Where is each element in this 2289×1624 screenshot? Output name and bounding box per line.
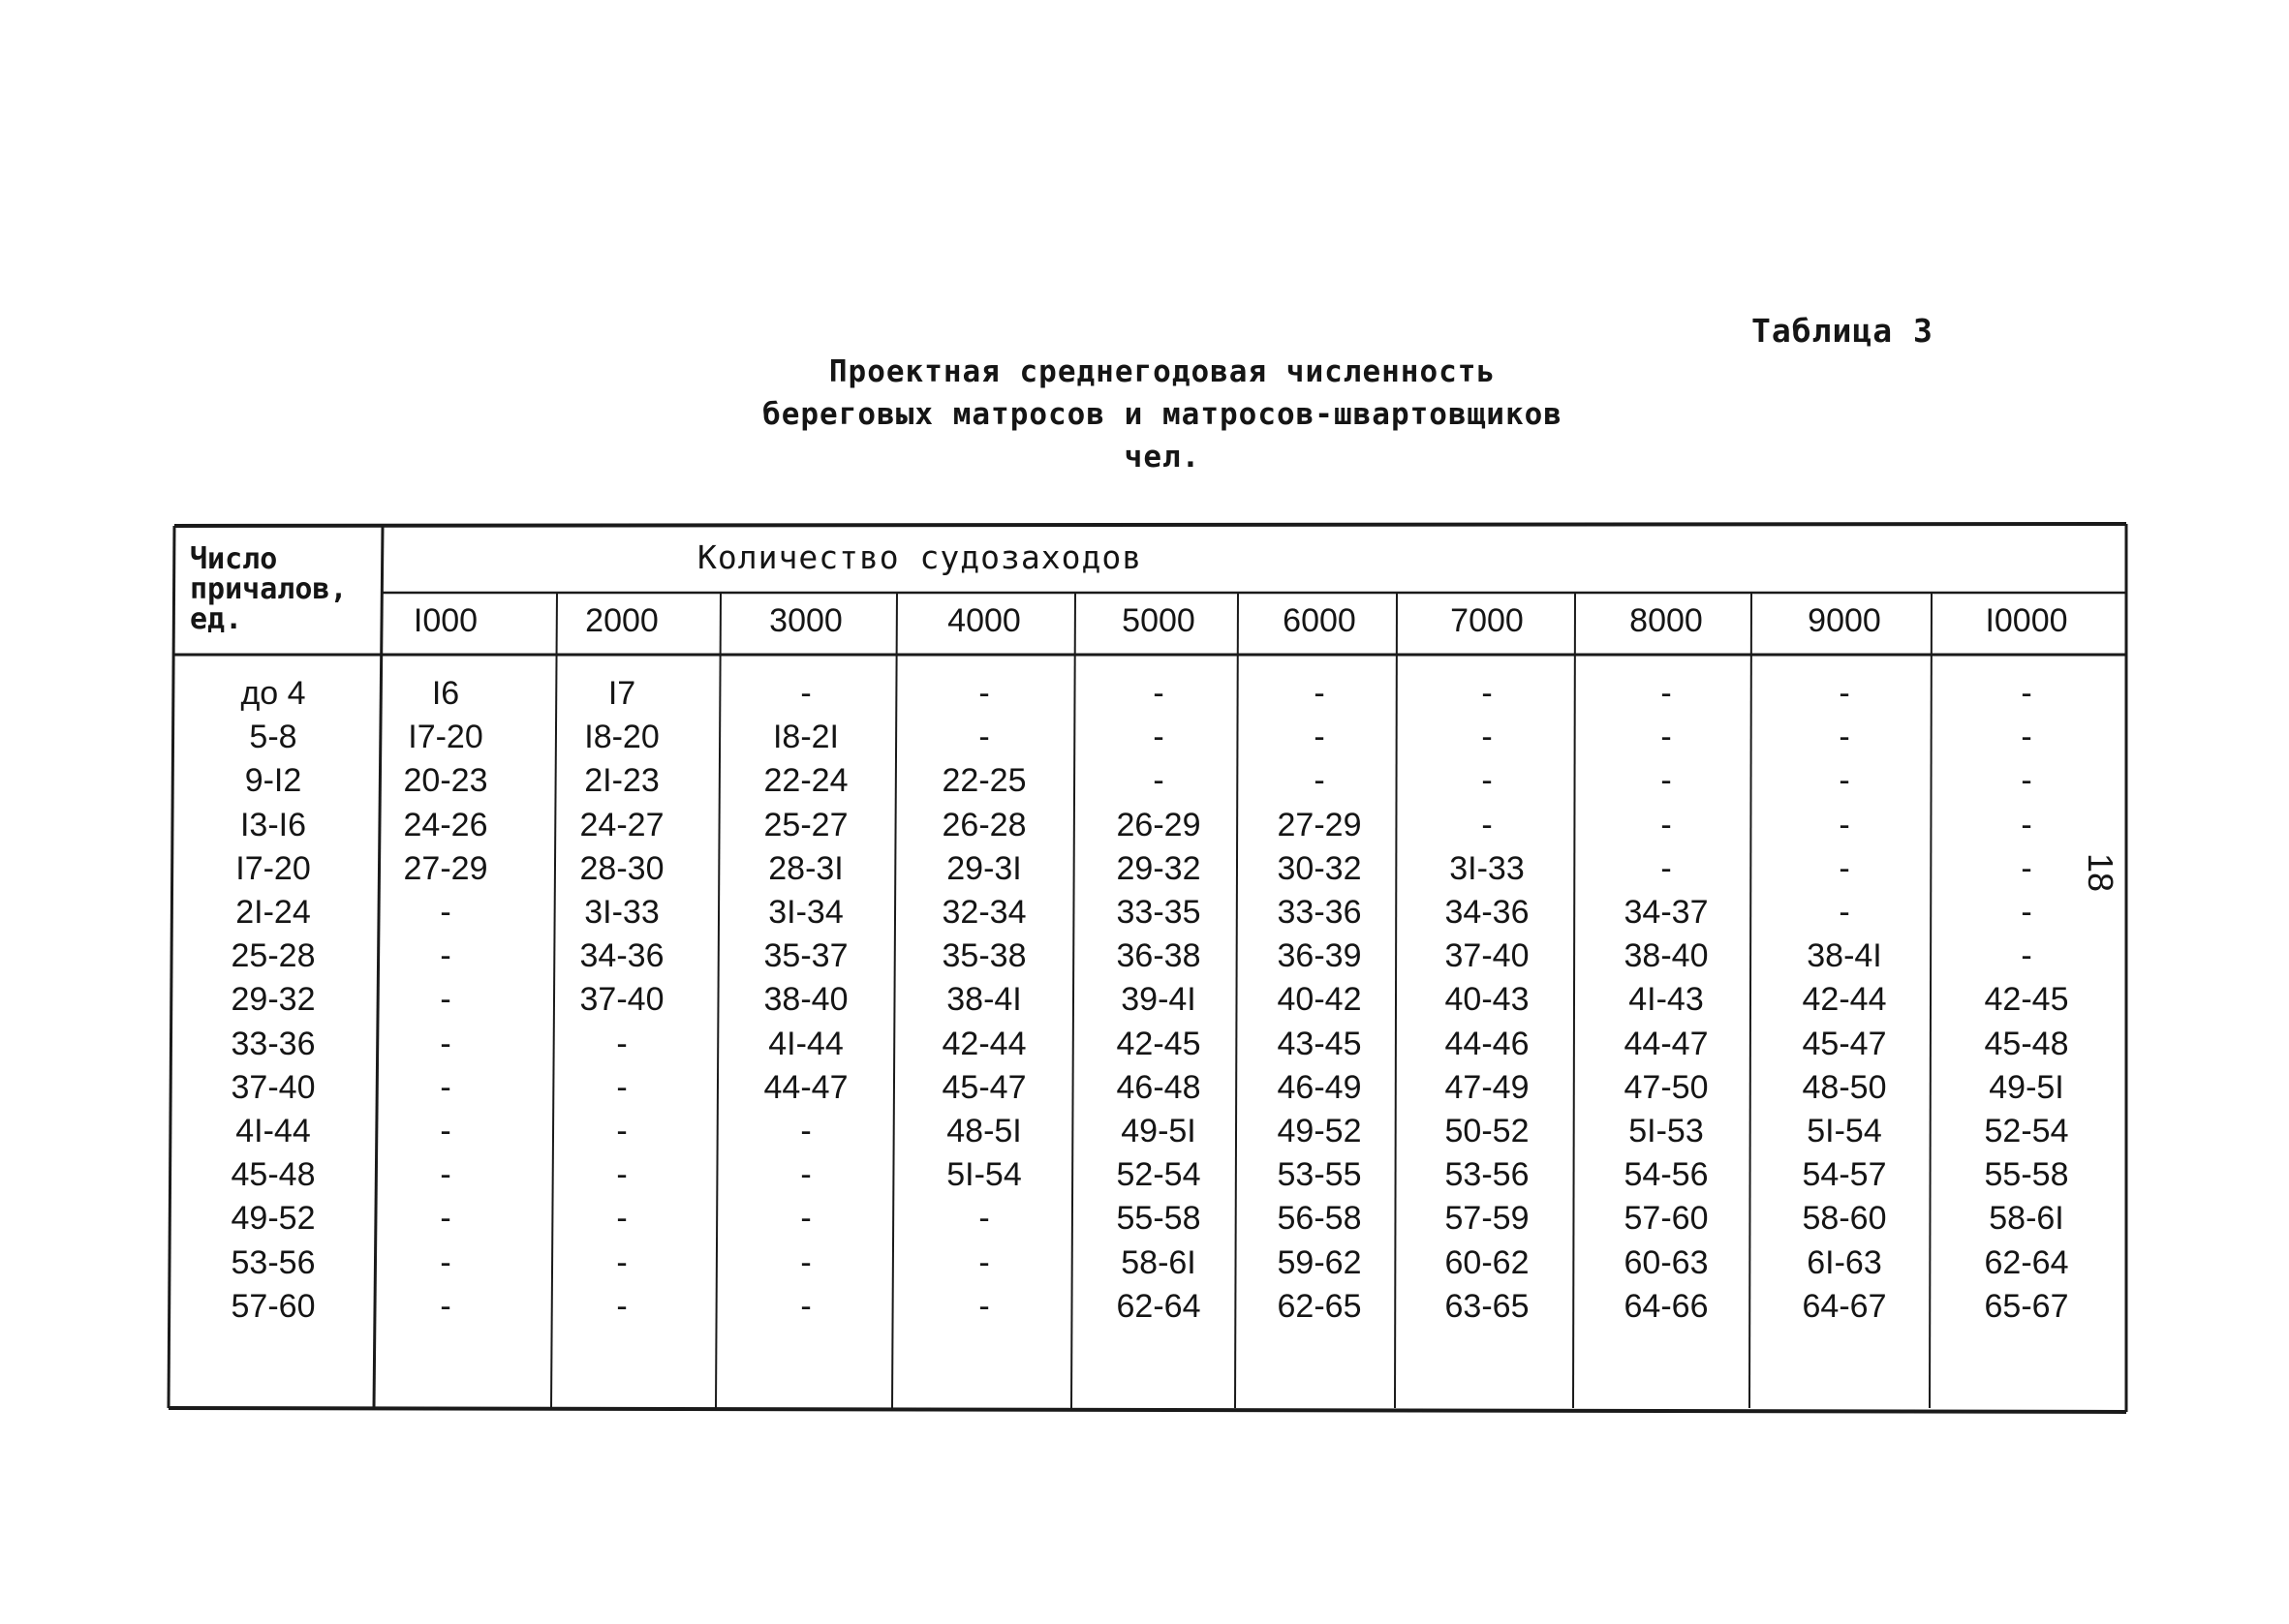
table-cell: 45-47: [1802, 1025, 1887, 1062]
table-cell: 40-42: [1277, 981, 1362, 1019]
column-header: 2000: [585, 602, 659, 639]
table-cell: -: [440, 1113, 451, 1149]
table-cell: -: [2021, 762, 2032, 800]
table-cell: 36-38: [1116, 937, 1201, 975]
table-cell: -: [2021, 806, 2032, 843]
column-header: 4000: [947, 602, 1021, 639]
table-cell: 34-37: [1624, 894, 1709, 931]
table-cell: 4I-43: [1628, 981, 1704, 1019]
table-cell: 63-65: [1444, 1287, 1530, 1325]
table-cell: -: [616, 1287, 628, 1325]
table-cell: -: [800, 1200, 812, 1238]
title-line-2: береговых матросов и матросов-швартовщиков: [762, 397, 1562, 432]
table-cell: 25-27: [763, 806, 849, 843]
table-cell: 38-40: [1624, 937, 1709, 975]
table-cell: 29-3I: [946, 849, 1022, 887]
table-cell: 53-56: [1444, 1156, 1530, 1194]
table-cell: -: [1481, 762, 1493, 800]
table-cell: -: [440, 981, 451, 1019]
table-cell: 27-29: [403, 849, 488, 887]
table-cell: 38-4I: [1807, 937, 1882, 975]
table-cell: 28-3I: [768, 849, 844, 887]
table-cell: 57-60: [1624, 1200, 1709, 1238]
table-cell: -: [440, 1243, 451, 1281]
table-cell: 62-65: [1277, 1287, 1362, 1325]
table-cell: -: [616, 1243, 628, 1281]
row-label: 2I-24: [235, 894, 311, 931]
table-cell: 33-36: [1277, 894, 1362, 931]
table-cell: 28-30: [579, 849, 665, 887]
table-cell: 47-49: [1444, 1068, 1530, 1106]
table-cell: 5I-54: [946, 1156, 1022, 1194]
table-cell: -: [800, 1243, 812, 1281]
table-cell: -: [800, 1113, 812, 1149]
table-cell: 57-59: [1444, 1200, 1530, 1238]
table-cell: -: [1314, 675, 1325, 712]
table-cell: -: [2021, 849, 2032, 887]
table-cell: -: [1660, 806, 1672, 843]
table-cell: 58-6I: [1989, 1200, 2064, 1238]
row-label: 53-56: [231, 1243, 316, 1281]
table-cell: 44-47: [1624, 1025, 1709, 1062]
table-cell: 45-48: [1984, 1025, 2069, 1062]
table-cell: 52-54: [1116, 1156, 1201, 1194]
row-label: I7-20: [235, 849, 311, 887]
table-cell: -: [978, 1287, 990, 1325]
table-cell: -: [616, 1025, 628, 1062]
table-cell: 38-40: [763, 981, 849, 1019]
table-cell: 40-43: [1444, 981, 1530, 1019]
table-cell: 33-35: [1116, 894, 1201, 931]
table-cell: -: [978, 675, 990, 712]
table-cell: 62-64: [1984, 1243, 2069, 1281]
table-cell: 22-24: [763, 762, 849, 800]
table-cell: 49-52: [1277, 1113, 1362, 1149]
table-cell: -: [440, 1156, 451, 1194]
table-label: Таблица 3: [1751, 312, 1933, 350]
table-cell: 26-29: [1116, 806, 1201, 843]
table-cell: 37-40: [579, 981, 665, 1019]
table-cell: 58-6I: [1121, 1243, 1196, 1281]
table-cell: -: [978, 1243, 990, 1281]
table-cell: -: [440, 894, 451, 931]
table-cell: 50-52: [1444, 1113, 1530, 1149]
table-cell: -: [1481, 675, 1493, 712]
table-cell: -: [2021, 719, 2032, 756]
table-cell: -: [1660, 675, 1672, 712]
column-header: 6000: [1283, 602, 1356, 639]
table-cell: 37-40: [1444, 937, 1530, 975]
table-cell: I6: [431, 675, 460, 712]
table-cell: -: [1153, 675, 1164, 712]
row-label: 45-48: [231, 1156, 316, 1194]
column-header: I000: [413, 602, 479, 639]
table-cell: 35-38: [942, 937, 1027, 975]
table-cell: 3I-34: [768, 894, 844, 931]
table-cell: 47-50: [1624, 1068, 1709, 1106]
table-cell: 24-27: [579, 806, 665, 843]
row-header-line-1: Число: [190, 542, 278, 576]
table-cell: 42-44: [1802, 981, 1887, 1019]
table-cell: 54-56: [1624, 1156, 1709, 1194]
table-cell: -: [616, 1113, 628, 1149]
row-label: 4I-44: [235, 1113, 311, 1149]
table-cell: 44-47: [763, 1068, 849, 1106]
table-cell: -: [1839, 675, 1850, 712]
table-cell: -: [1839, 762, 1850, 800]
page-number: 18: [2081, 852, 2121, 893]
table-cell: -: [2021, 894, 2032, 931]
table-cell: 46-48: [1116, 1068, 1201, 1106]
table-cell: 58-60: [1802, 1200, 1887, 1238]
table-cell: -: [1839, 894, 1850, 931]
row-label: I3-I6: [239, 806, 307, 843]
table-cell: 36-39: [1277, 937, 1362, 975]
table-cell: -: [1839, 806, 1850, 843]
row-label: до 4: [240, 675, 306, 712]
table-cell: 34-36: [1444, 894, 1530, 931]
table-cell: -: [440, 1068, 451, 1106]
row-label: 9-I2: [244, 762, 302, 800]
table-cell: 32-34: [942, 894, 1027, 931]
table-cell: 42-45: [1116, 1025, 1201, 1062]
row-header-line-2: причалов,: [190, 572, 348, 606]
table-cell: 34-36: [579, 937, 665, 975]
table-cell: -: [1660, 849, 1672, 887]
table-cell: -: [1314, 719, 1325, 756]
table-cell: 38-4I: [946, 981, 1022, 1019]
table-cell: 42-44: [942, 1025, 1027, 1062]
table-cell: 30-32: [1277, 849, 1362, 887]
table-cell: -: [1153, 762, 1164, 800]
table-cell: -: [1153, 719, 1164, 756]
table-cell: 44-46: [1444, 1025, 1530, 1062]
table-cell: 52-54: [1984, 1113, 2069, 1149]
column-header: 3000: [769, 602, 843, 639]
table-cell: 35-37: [763, 937, 849, 975]
table-cell: 26-28: [942, 806, 1027, 843]
table-cell: 59-62: [1277, 1243, 1362, 1281]
table-cell: 64-67: [1802, 1287, 1887, 1325]
table-cell: -: [1481, 806, 1493, 843]
table-cell: -: [1481, 719, 1493, 756]
table-cell: 20-23: [403, 762, 488, 800]
table-cell: 22-25: [942, 762, 1027, 800]
table-cell: 5I-53: [1628, 1113, 1704, 1149]
table-cell: -: [800, 675, 812, 712]
table-cell: -: [616, 1200, 628, 1238]
table-cell: 64-66: [1624, 1287, 1709, 1325]
table-cell: 55-58: [1984, 1156, 2069, 1194]
table-cell: -: [440, 1200, 451, 1238]
table-cell: 60-62: [1444, 1243, 1530, 1281]
table-cell: 48-50: [1802, 1068, 1887, 1106]
table-cell: 56-58: [1277, 1200, 1362, 1238]
table-cell: -: [1660, 762, 1672, 800]
table-cell: -: [800, 1287, 812, 1325]
table-cell: 62-64: [1116, 1287, 1201, 1325]
row-label: 37-40: [231, 1068, 316, 1106]
table-cell: 54-57: [1802, 1156, 1887, 1194]
row-label: 29-32: [231, 981, 316, 1019]
table-cell: 6I-63: [1807, 1243, 1882, 1281]
row-header-line-3: ед.: [190, 602, 243, 636]
table-cell: I8-2I: [772, 719, 840, 756]
table-cell: 49-5I: [1989, 1068, 2064, 1106]
table-cell: 53-55: [1277, 1156, 1362, 1194]
title-line-1: Проектная среднегодовая численность: [828, 354, 1497, 389]
table-cell: 3I-33: [1449, 849, 1525, 887]
table-cell: 29-32: [1116, 849, 1201, 887]
table-cell: 42-45: [1984, 981, 2069, 1019]
row-label: 25-28: [231, 937, 316, 975]
units-line: чел.: [1124, 440, 1201, 475]
table-cell: -: [440, 937, 451, 975]
table-cell: -: [1314, 762, 1325, 800]
table-cell: 45-47: [942, 1068, 1027, 1106]
row-label: 57-60: [231, 1287, 316, 1325]
column-group-header: Количество судозаходов: [697, 538, 1143, 576]
column-header: I0000: [1985, 602, 2068, 639]
column-header: 5000: [1122, 602, 1195, 639]
table-cell: 4I-44: [768, 1025, 844, 1062]
table-cell: I7-20: [408, 719, 483, 756]
table-cell: -: [978, 1200, 990, 1238]
table-cell: -: [616, 1156, 628, 1194]
table-cell: 46-49: [1277, 1068, 1362, 1106]
table-cell: -: [2021, 937, 2032, 975]
table-cell: -: [800, 1156, 812, 1194]
table-cell: I7: [607, 675, 636, 712]
table-cell: 3I-33: [584, 894, 660, 931]
table-cell: -: [1839, 849, 1850, 887]
table-cell: -: [978, 719, 990, 756]
table-cell: -: [2021, 675, 2032, 712]
column-header: 9000: [1808, 602, 1881, 639]
table-cell: 39-4I: [1121, 981, 1196, 1019]
table-cell: 65-67: [1984, 1287, 2069, 1325]
table-cell: 55-58: [1116, 1200, 1201, 1238]
table-cell: -: [616, 1068, 628, 1106]
table-cell: 24-26: [403, 806, 488, 843]
table-cell: 2I-23: [584, 762, 660, 800]
row-label: 33-36: [231, 1025, 316, 1062]
row-label: 49-52: [231, 1200, 316, 1238]
table-cell: 48-5I: [946, 1113, 1022, 1149]
table-cell: 5I-54: [1807, 1113, 1882, 1149]
table-cell: -: [1839, 719, 1850, 756]
table-cell: -: [1660, 719, 1672, 756]
table-cell: 43-45: [1277, 1025, 1362, 1062]
column-header: 8000: [1629, 602, 1703, 639]
table-cell: 60-63: [1624, 1243, 1709, 1281]
column-header: 7000: [1450, 602, 1524, 639]
table-cell: 27-29: [1277, 806, 1362, 843]
row-header-label: [190, 544, 364, 634]
table-cell: -: [440, 1025, 451, 1062]
table-cell: 49-5I: [1121, 1113, 1196, 1149]
table-cell: -: [440, 1287, 451, 1325]
table-cell: I8-20: [584, 719, 660, 756]
row-label: 5-8: [249, 719, 297, 756]
